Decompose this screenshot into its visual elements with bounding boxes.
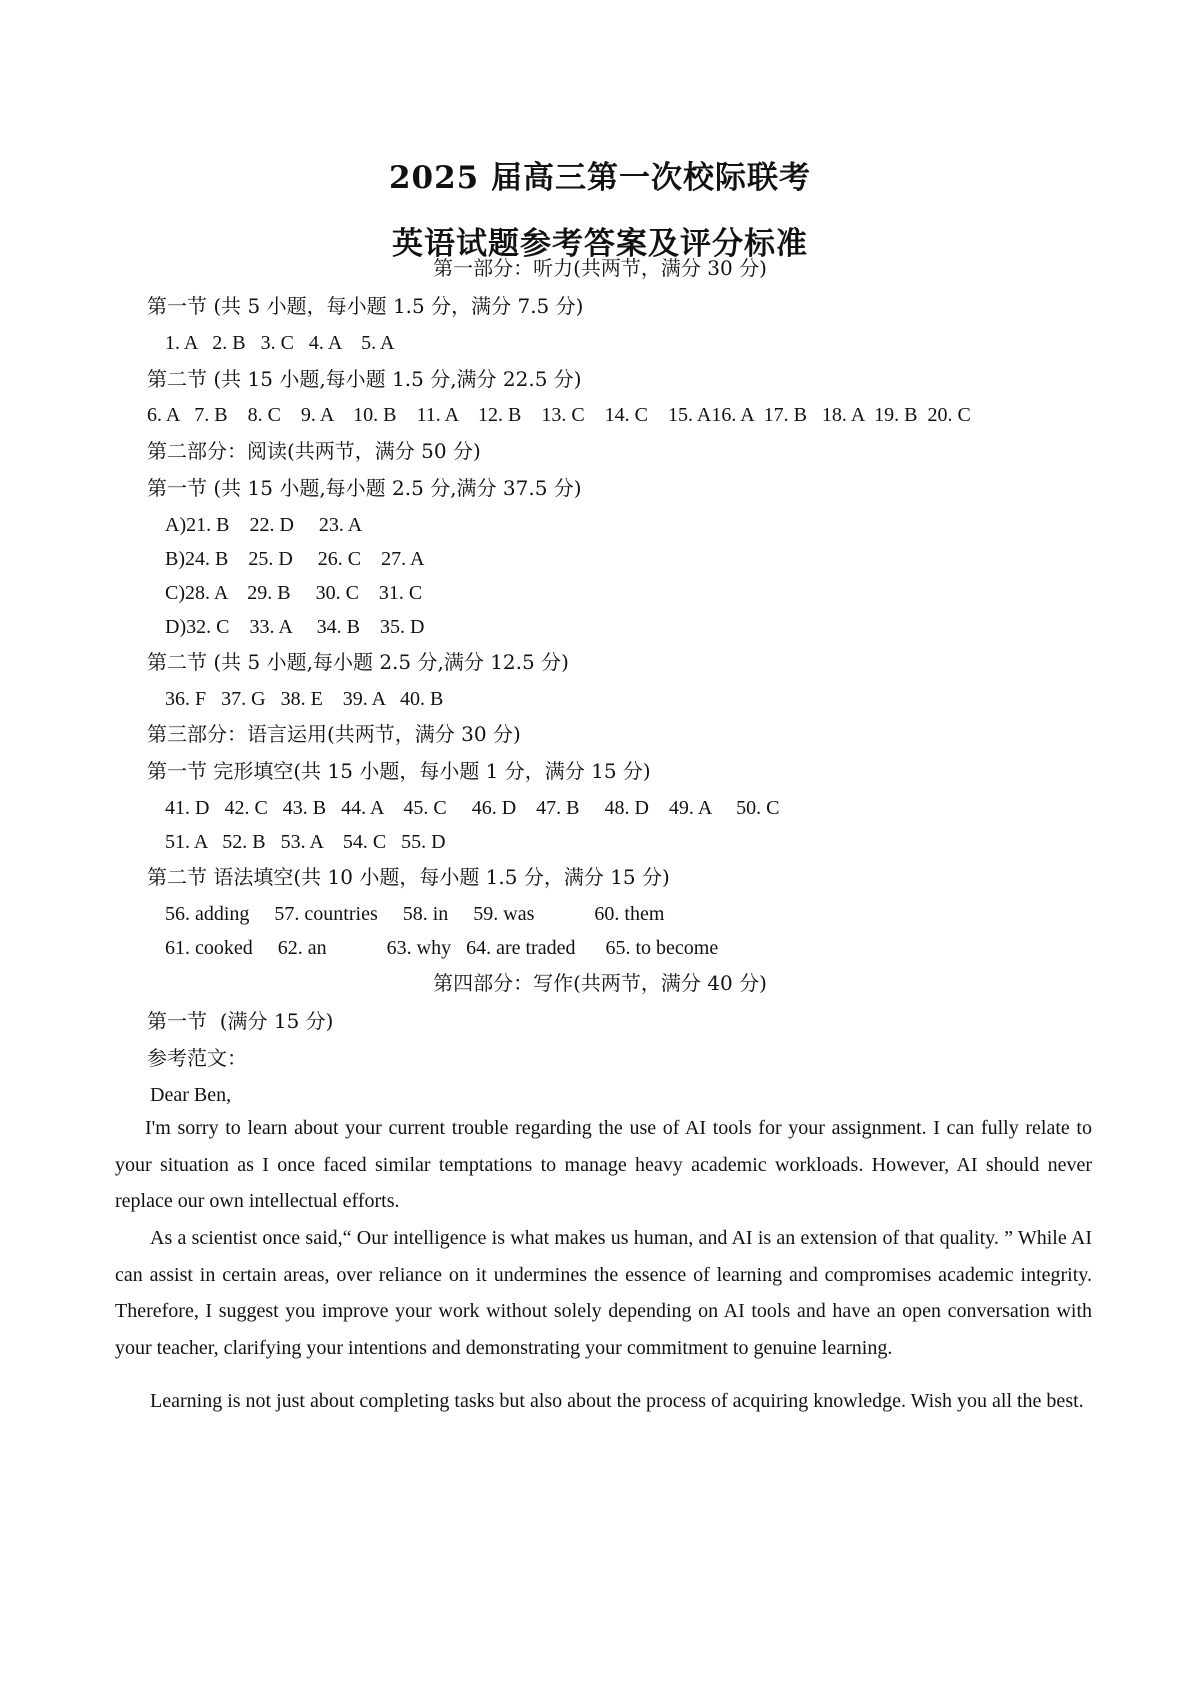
part1-sec1-heading: 第一节 (共 5 小题，每小题 1.5 分，满分 7.5 分): [147, 294, 584, 318]
page-subtitle: 英语试题参考答案及评分标准: [392, 226, 808, 262]
part3-sec1-row1: 41. D 42. C 43. B 44. A 45. C 46. D 47. B 48. D 49. A 50. C: [165, 797, 780, 819]
part2-row-a: A)21. B 22. D 23. A: [165, 514, 363, 536]
sample-essay-label: 参考范文：: [147, 1046, 247, 1070]
letter-paragraph: I'm sorry to learn about your current trouble regarding the use of AI tools for your assignment. I can fully relate to your situation as I once faced similar temptations to manage heavy academic workloads. However, AI should never replace our own intellectual efforts.: [115, 1117, 1092, 1212]
part1-sec1-answers: 1. A 2. B 3. C 4. A 5. A: [165, 332, 395, 354]
part2-heading: 第二部分：阅读(共两节，满分 50 分): [147, 439, 481, 463]
part2-row-c: C)28. A 29. B 30. C 31. C: [165, 582, 423, 604]
part2-sec2-answers: 36. F 37. G 38. E 39. A 40. B: [165, 688, 444, 710]
letter-paragraph: As a scientist once said,“ Our intelligence is what makes us human, and AI is an extension of that quality. ” While AI can assist in certain areas, over reliance on it undermines the essence of learning and compromises academic integrity. Therefore, I suggest you improve your work without solely depending on AI tools and have an open conversation with your teacher, clarifying your intentions and demonstrating your commitment to genuine learning.: [115, 1227, 1092, 1359]
part2-sec2-heading: 第二节 (共 5 小题,每小题 2.5 分,满分 12.5 分): [147, 650, 569, 674]
part1-sec2-heading: 第二节 (共 15 小题,每小题 1.5 分,满分 22.5 分): [147, 367, 582, 391]
part3-sec2-heading: 第二节 语法填空(共 10 小题，每小题 1.5 分，满分 15 分): [147, 865, 670, 889]
part2-row-d: D)32. C 33. A 34. B 35. D: [165, 616, 425, 638]
part2-sec1-heading: 第一节 (共 15 小题,每小题 2.5 分,满分 37.5 分): [147, 476, 582, 500]
part3-sec2-row2: 61. cooked 62. an 63. why 64. are traded 65. to become: [165, 937, 719, 959]
part3-heading: 第三部分：语言运用(共两节，满分 30 分): [147, 722, 521, 746]
part4-sec1-heading: 第一节 (满分 15 分): [147, 1009, 334, 1033]
part3-sec1-heading: 第一节 完形填空(共 15 小题，每小题 1 分，满分 15 分): [147, 759, 651, 783]
part3-sec1-row2: 51. A 52. B 53. A 54. C 55. D: [165, 831, 446, 853]
part2-row-b: B)24. B 25. D 26. C 27. A: [165, 548, 425, 570]
part4-heading: 第四部分：写作(共两节，满分 40 分): [433, 971, 767, 995]
part3-sec2-row1: 56. adding 57. countries 58. in 59. was 60. them: [165, 903, 665, 925]
letter-paragraph: Learning is not just about completing tasks but also about the process of acquiring knowledge. Wish you all the best.: [150, 1390, 1084, 1412]
letter-greeting: Dear Ben,: [150, 1084, 232, 1106]
part1-heading: 第一部分：听力(共两节，满分 30 分): [433, 256, 767, 280]
part1-sec2-answers: 6. A 7. B 8. C 9. A 10. B 11. A 12. B 13. C 14. C 15. A16. A 17. B 18. A 19. B 20. C: [147, 404, 971, 426]
page-title: 2025 届高三第一次校际联考: [388, 160, 812, 196]
